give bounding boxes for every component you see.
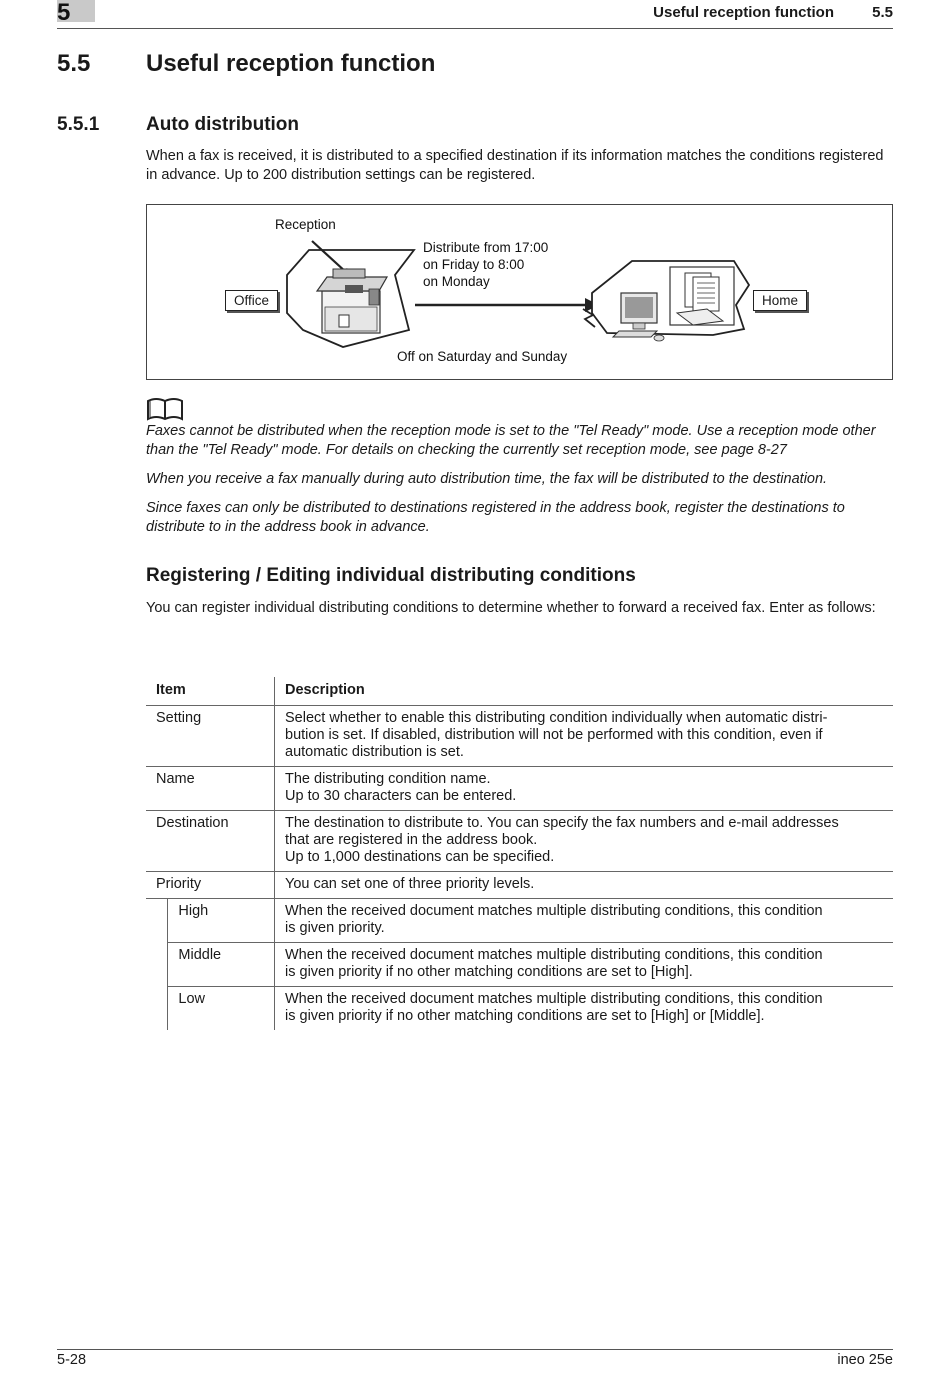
note-book-icon: [146, 396, 184, 422]
note-3: Since faxes can only be distributed to destinations registered in the address book, register the destinations to distribute to in the address book in advance.: [146, 500, 845, 535]
intro-paragraph: When a fax is received, it is distributed to a specified destination if its information matches the conditions registered in advance. Up to 200 distribution settings can be registered.: [146, 148, 884, 183]
distribute-line-1: Distribute from 17:00: [423, 240, 549, 255]
table-cell-desc: The distributing condition name. Up to 30 characters can be entered.: [285, 771, 517, 804]
fax-machine-icon: [317, 269, 387, 333]
product-name: ineo 25e: [837, 1352, 893, 1368]
heading2-title: Auto distribution: [146, 114, 300, 135]
distribute-line-3: on Monday: [423, 274, 490, 289]
table-header-item: Item: [146, 677, 275, 706]
note-1: Faxes cannot be distributed when the reception mode is set to the "Tel Ready" mode. Use a reception mode other than the "Tel Ready" mode. For details on checking the currently set reception mode, see page 8-27: [146, 423, 876, 458]
conditions-table: [146, 677, 893, 1030]
header-rule: [57, 28, 893, 29]
documents-icon: [670, 267, 734, 325]
table-cell-desc: When the received document matches multiple distributing conditions, this condition is given priority if no other matching conditions are set to [High].: [275, 943, 894, 987]
off-label: Off on Saturday and Sunday: [397, 349, 568, 364]
office-label: Office: [225, 290, 278, 311]
heading3-title: Registering / Editing individual distributing conditions: [146, 565, 636, 586]
table-cell-subitem: High: [168, 899, 275, 943]
heading2-number: 5.5.1: [57, 114, 100, 135]
table-cell-item: Destination: [146, 811, 275, 872]
table-subrow: [146, 943, 893, 987]
table-cell-desc: Select whether to enable this distributing condition individually when automatic distri- bution is set. If disabled, distribution will not be performed with this condition, even if automatic distribution is set.: [285, 710, 828, 760]
distribute-label: [423, 239, 548, 290]
page-number: 5-28: [57, 1352, 87, 1368]
table-header-description: Description: [285, 682, 365, 698]
table-subrow: [146, 899, 893, 943]
header-section: 5.5: [872, 4, 893, 21]
table-cell-subitem: Low: [168, 987, 275, 1031]
home-label: Home: [753, 290, 807, 311]
table-row: [146, 872, 893, 899]
table-cell-desc: You can set one of three priority levels.: [285, 876, 535, 892]
heading1-title: Useful reception function: [146, 50, 436, 77]
footer-rule: [57, 1349, 893, 1350]
table-cell-desc: The destination to distribute to. You can specify the fax numbers and e-mail addresses that are registered in the address book. Up to 1,000 destinations can be specified.: [285, 815, 839, 865]
table-cell-item: Priority: [146, 872, 275, 899]
table-cell-item: Name: [146, 767, 275, 811]
chapter-number: 5: [57, 0, 71, 26]
table-cell-item: Setting: [146, 706, 275, 767]
table-row: [146, 706, 893, 767]
table-header-row: [146, 677, 893, 706]
table-cell-subitem: Middle: [168, 943, 275, 987]
reception-label: Reception: [275, 217, 336, 232]
para-2: You can register individual distributing conditions to determine whether to forward a received fax. Enter as follows:: [146, 600, 876, 616]
table-row: [146, 767, 893, 811]
table-subrow: [146, 987, 893, 1031]
table-cell-desc: When the received document matches multiple distributing conditions, this condition is given priority if no other matching conditions are set to [High] or [Middle].: [285, 991, 823, 1024]
distribute-line-2: on Friday to 8:00: [423, 257, 525, 272]
heading1-number: 5.5: [57, 50, 91, 77]
table-row: [146, 811, 893, 872]
header-title: Useful reception function: [653, 4, 834, 21]
note-2: When you receive a fax manually during auto distribution time, the fax will be distributed to the destination.: [146, 471, 828, 487]
table-cell-desc: When the received document matches multiple distributing conditions, this condition is given priority.: [275, 899, 894, 943]
auto-distribution-diagram: [146, 204, 893, 380]
